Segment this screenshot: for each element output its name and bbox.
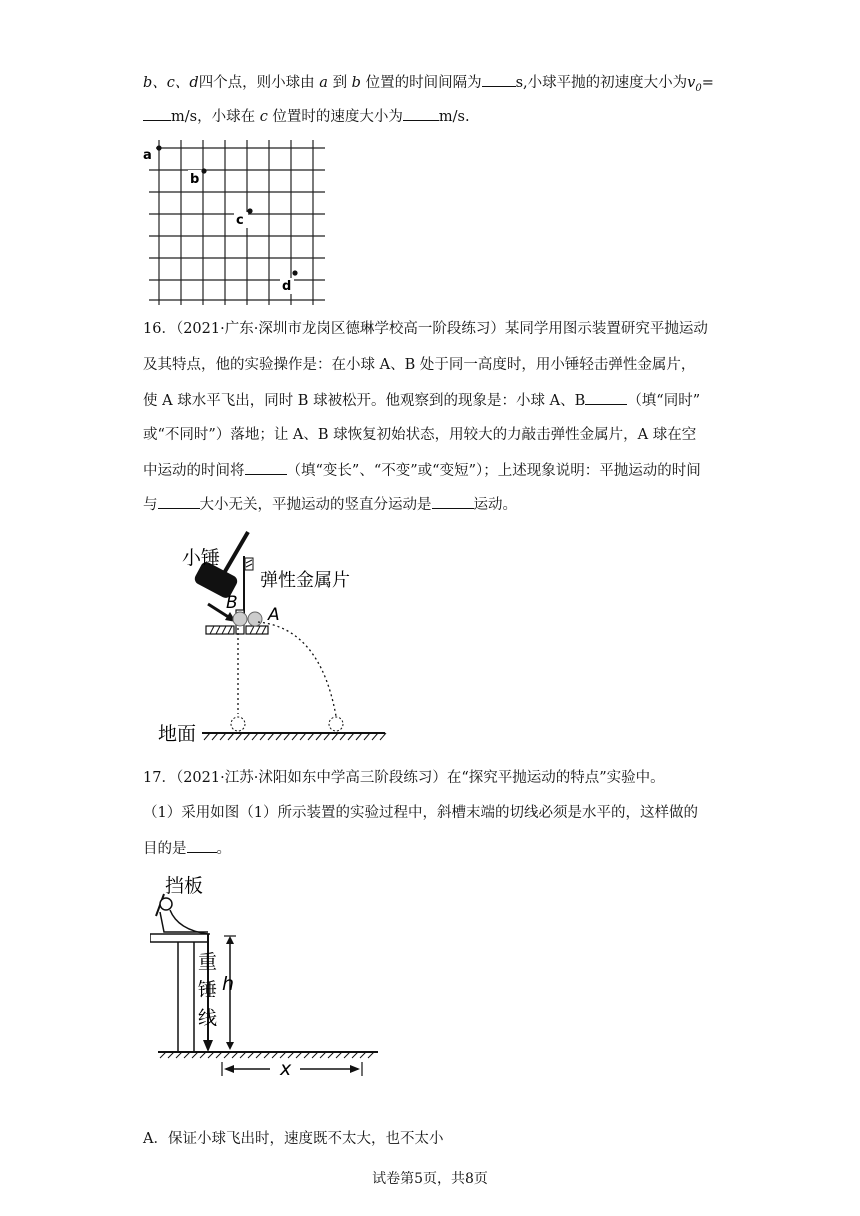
chute [170, 910, 210, 934]
point-c [247, 208, 252, 213]
q16-line3: 使 A 球水平飞出，同时 B 球被松开。他观察到的现象是：小球 A、B （填“同时” [143, 390, 700, 411]
ground-label: 地面 [158, 723, 197, 745]
q17-part1-line2: 目的是 。 [143, 838, 231, 859]
q16-apparatus-figure [150, 528, 395, 748]
answer-blank-independent[interactable] [158, 494, 200, 509]
svg-text:锤: 锤 [198, 979, 218, 1001]
spring-plate-label: 弹性金属片 [260, 570, 350, 591]
point-d [292, 270, 297, 275]
q15-points: b、c、d [143, 75, 199, 91]
x-label: x [280, 1058, 292, 1080]
q16-line6: 与 大小无关，平抛运动的竖直分运动是 运动。 [143, 494, 517, 515]
q17-part1-line1: （1）采用如图（1）所示装置的实验过程中，斜槽末端的切线必须是水平的，这样做的 [143, 805, 698, 821]
point-a [156, 145, 161, 150]
q16-line2: 及其特点，他的实验操作是：在小球 A、B 处于同一高度时，用小锤轻击弹性金属片， [143, 357, 696, 373]
h-label: h [222, 973, 235, 995]
q15-line2: m/s，小球在 c 位置时的速度大小为 m/s. [143, 106, 470, 127]
q16-line5: 中运动的时间将 （填“变长”、“不变”或“变短”）；上述现象说明：平抛运动的时间 [143, 460, 701, 481]
ball-a-label: A [268, 605, 280, 625]
answer-blank-purpose[interactable] [187, 838, 217, 853]
answer-blank-motion-type[interactable] [432, 494, 474, 509]
table-top [150, 934, 208, 942]
answer-blank-vc[interactable] [403, 106, 439, 121]
label-d: d [282, 279, 292, 294]
q15-line1: b、c、d四个点，则小球由 a 到 b 位置的时间间隔为 s,小球平抛的初速度大小为$v_0=$ [143, 72, 714, 99]
answer-blank-v0[interactable] [143, 106, 171, 121]
baffle-label: 挡板 [165, 875, 204, 897]
point-b [201, 168, 206, 173]
ball-b [233, 612, 247, 626]
ball-b-label: B [226, 593, 238, 613]
page-footer: 试卷第5页，共8页 [372, 1171, 488, 1187]
label-b: b [190, 172, 200, 187]
label-a: a [143, 148, 152, 163]
q16-line4: 或“不同时”）落地；让 A、B 球恢复初始状态，用较大的力敲击弹性金属片，A 球在空 [143, 427, 697, 443]
q15-grid-figure [140, 140, 332, 305]
q17-apparatus-figure [150, 872, 390, 1082]
ball-a [248, 612, 262, 626]
ball [160, 898, 172, 910]
q16-line1: 16．（2021·广东·深圳市龙岗区德琳学校高一阶段练习）某同学用图示装置研究平抛运动 [143, 321, 708, 337]
hammer-label: 小锤 [182, 547, 221, 569]
svg-text:重: 重 [198, 951, 218, 973]
q17-option-a: A．保证小球飞出时，速度既不太大，也不太小 [143, 1131, 444, 1147]
answer-blank-simultaneous[interactable] [585, 390, 627, 405]
q17-title: 17．（2021·江苏·沭阳如东中学高三阶段练习）在“探究平抛运动的特点”实验中。 [143, 770, 665, 786]
label-c: c [236, 213, 244, 228]
svg-text:线: 线 [198, 1007, 218, 1029]
answer-blank-time-change[interactable] [245, 460, 287, 475]
answer-blank-time[interactable] [482, 72, 516, 87]
projectile-path [258, 622, 336, 716]
